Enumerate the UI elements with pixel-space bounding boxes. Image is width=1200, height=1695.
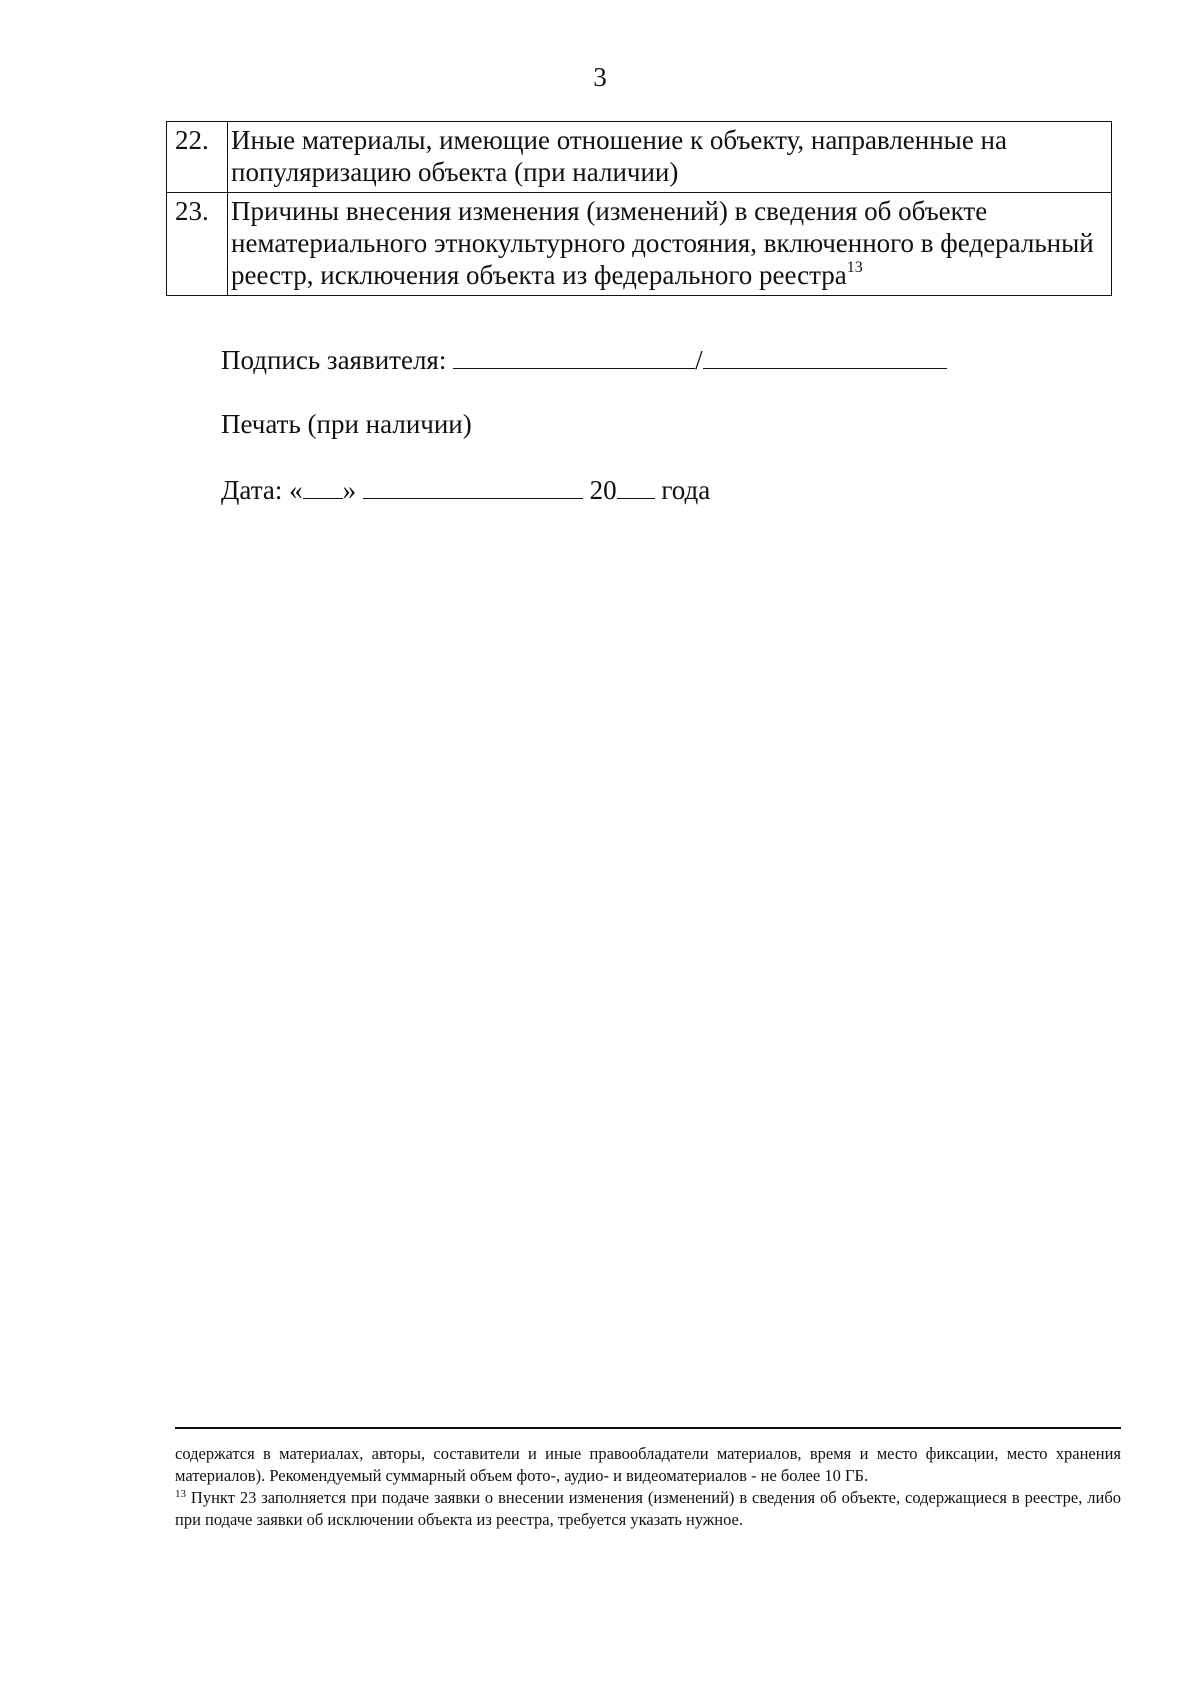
footnote-text: Пункт 23 заполняется при подаче заявки о внесении изменения (изменений) в сведения об объекте, содержащиеся в реестре, либо при подаче заявки об исключении объекта из реестра, требуется указать нужное.: [175, 1488, 1121, 1529]
signature-label: Подпись заявителя:: [221, 345, 447, 375]
row-number: 22.: [167, 122, 228, 193]
page-number: 3: [593, 62, 607, 92]
footnote-continuation: содержатся в материалах, авторы, составители и иные правообладатели материалов, время и место фиксации, место хранения материалов). Рекомендуемый суммарный объем фото-, аудио- и видеоматериалов - не более 10 ГБ.: [175, 1444, 1121, 1485]
year-blank[interactable]: [617, 474, 655, 499]
signature-blank[interactable]: [453, 344, 695, 369]
date-line: [221, 474, 710, 506]
row-text-content: Причины внесения изменения (изменений) в сведения об объекте нематериального этнокультурного достояния, включенного в федеральный реестр, исключения объекта из федерального реестра: [231, 196, 1094, 290]
footnotes: [175, 1443, 1121, 1531]
signature-line: [221, 344, 947, 376]
footnote-mark: 13: [175, 1488, 186, 1500]
seal-label: Печать (при наличии): [221, 409, 472, 439]
table-row: [167, 122, 1112, 193]
year-suffix: года: [661, 475, 711, 505]
registry-items-table: [166, 121, 1112, 296]
row-text-content: Иные материалы, имеющие отношение к объекту, направленные на популяризацию объекта (при наличии): [231, 125, 1007, 187]
signature-name-blank[interactable]: [703, 344, 947, 369]
signature-separator: /: [695, 345, 703, 375]
footnote-separator: [175, 1427, 1121, 1429]
row-text: [228, 193, 1112, 296]
footnote-13: [175, 1487, 1121, 1531]
year-prefix: 20: [589, 475, 617, 505]
day-blank[interactable]: [303, 474, 343, 499]
month-blank[interactable]: [363, 474, 583, 499]
row-text: [228, 122, 1112, 193]
date-close-quote: »: [342, 475, 357, 505]
date-open-quote: «: [289, 475, 303, 505]
table-row: [167, 193, 1112, 296]
row-number: 23.: [167, 193, 228, 296]
seal-line: [221, 408, 472, 440]
footnote-reference: 13: [846, 259, 863, 276]
date-label: Дата:: [221, 475, 283, 505]
